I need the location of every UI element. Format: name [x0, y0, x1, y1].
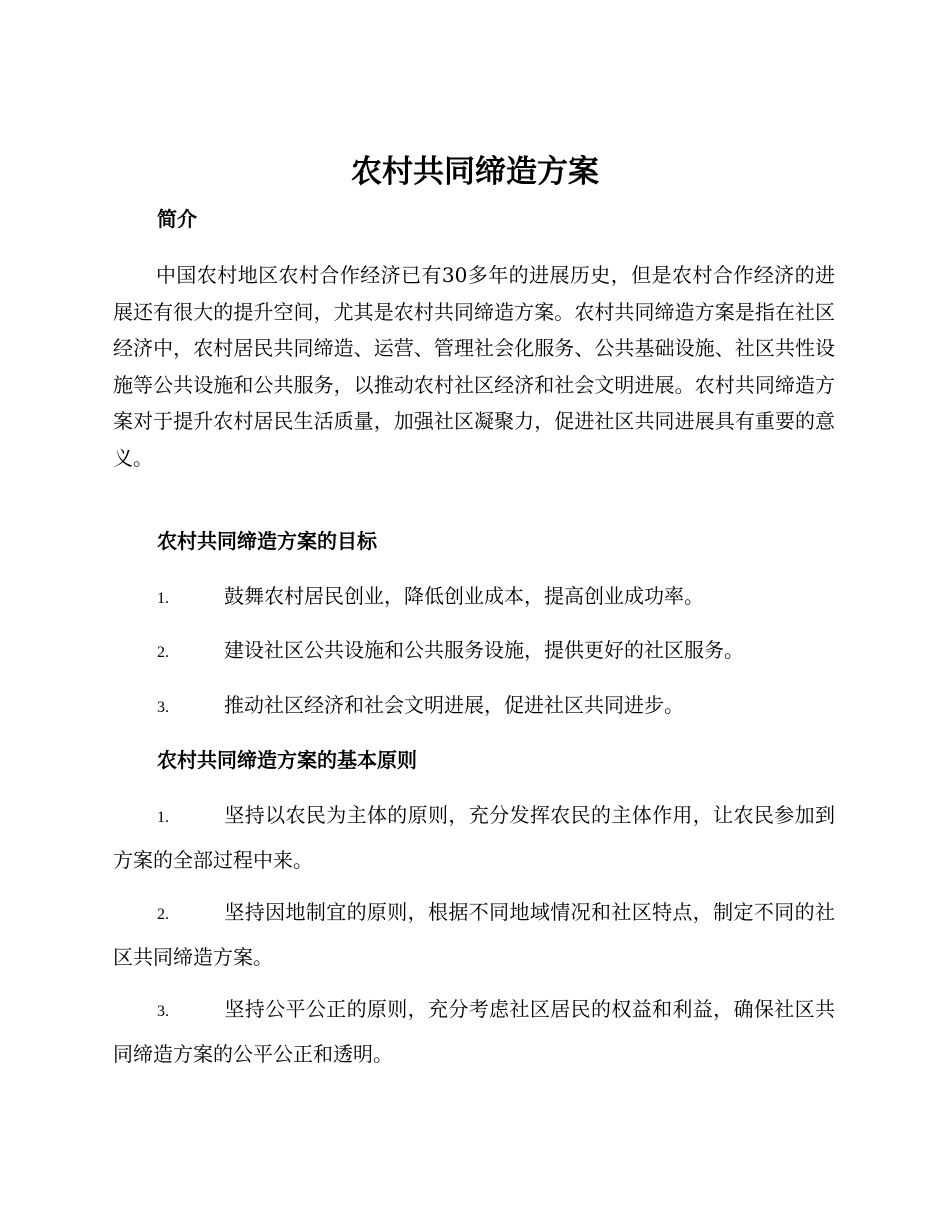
principle-item-text: 坚持公平公正的原则，充分考虑社区居民的权益和利益，确保社区共同缔造方案的公平公正和透明。 [113, 997, 835, 1066]
document-title: 农村共同缔造方案 [351, 154, 599, 190]
principle-item-number: 2. [157, 906, 169, 923]
goal-item [113, 575, 835, 620]
intro-heading: 简介 [157, 207, 197, 231]
goals-heading: 农村共同缔造方案的目标 [157, 529, 377, 553]
goal-item-number: 2. [157, 644, 169, 661]
principle-item [113, 988, 835, 1076]
goal-item-number: 3. [157, 699, 169, 716]
goal-item-text: 建设社区公共设施和公共服务设施，提供更好的社区服务。 [224, 638, 744, 662]
principle-item-number: 1. [157, 809, 169, 826]
principle-item [113, 794, 835, 882]
goal-item [113, 684, 835, 729]
principle-item-text: 坚持以农民为主体的原则，充分发挥农民的主体作用，让农民参加到方案的全部过程中来。 [113, 803, 835, 872]
goal-item [113, 629, 835, 674]
intro-paragraph: 中国农村地区农村合作经济已有30多年的进展历史，但是农村合作经济的进展还有很大的提升空间，尤其是农村共同缔造方案。农村共同缔造方案是指在社区经济中，农村居民共同缔造、运营、管理社会化服务、公共基础设施、社区共性设施等公共设施和公共服务，以推动农村社区经济和社会文明进展。农村共同缔造方案对于提升农村居民生活质量，加强社区凝聚力，促进社区共同进展具有重要的意义。 [113, 263, 835, 470]
goal-item-text: 推动社区经济和社会文明进展，促进社区共同进步。 [224, 693, 684, 717]
goal-item-number: 1. [157, 590, 169, 607]
principles-heading: 农村共同缔造方案的基本原则 [157, 748, 417, 772]
goal-item-text: 鼓舞农村居民创业，降低创业成本，提高创业成功率。 [224, 584, 704, 608]
principle-item [113, 891, 835, 979]
principle-item-text: 坚持因地制宜的原则，根据不同地域情况和社区特点，制定不同的社区共同缔造方案。 [113, 900, 835, 969]
principle-item-number: 3. [157, 1003, 169, 1020]
